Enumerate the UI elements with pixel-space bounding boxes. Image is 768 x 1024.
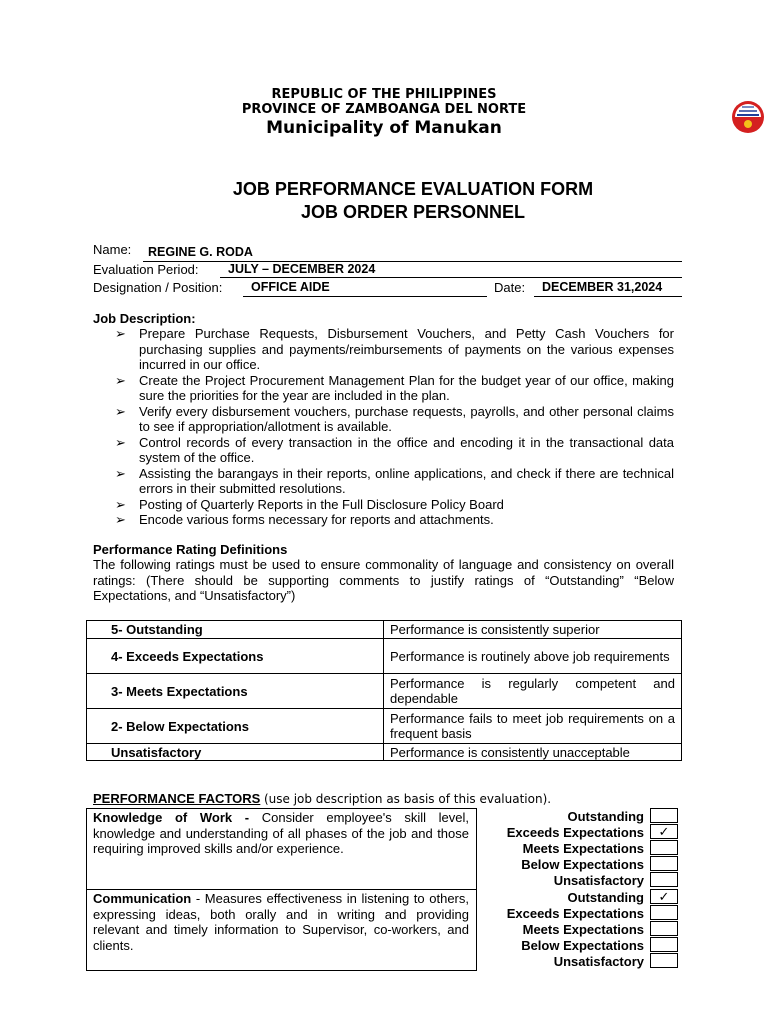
arrow-bullet-icon: ➢ — [115, 434, 126, 450]
arrow-bullet-icon: ➢ — [115, 512, 126, 527]
factor-communication-text — [93, 891, 469, 953]
rating-definitions-text: The following ratings must be used to ensure commonality of language and consistency on overall ratings: (There should be supporting comments to justify ratings of “Outstanding” “Below Expectations, and “Unsatisfactory”) — [93, 557, 674, 603]
job-description-item: ➢ Posting of Quarterly Reports in the Full Disclosure Policy Board — [115, 496, 504, 512]
factor-name: Communication — [93, 891, 192, 906]
factor-knowledge-text — [93, 810, 469, 857]
form-subtitle: JOB ORDER PERSONNEL — [300, 202, 526, 222]
arrow-bullet-icon: ➢ — [115, 403, 126, 419]
option-label: Below Expectations — [521, 857, 644, 872]
performance-factors-title: PERFORMANCE FACTORS (use job description as basis of this evaluation). — [93, 791, 552, 806]
municipal-seal-logo — [731, 100, 765, 134]
rating-definitions-title: Performance Rating Definitions — [93, 542, 288, 557]
designation-value: OFFICE AIDE — [251, 280, 330, 294]
arrow-bullet-icon: ➢ — [115, 496, 126, 512]
checkbox-unsatisfactory[interactable] — [650, 872, 678, 887]
checkbox-meets[interactable] — [650, 921, 678, 936]
checkbox-unsatisfactory[interactable] — [650, 953, 678, 968]
factor-communication-box — [86, 889, 477, 971]
checkbox-outstanding[interactable] — [650, 808, 678, 823]
checkbox-meets[interactable] — [650, 840, 678, 855]
date-label: Date: — [494, 280, 526, 295]
job-description-item: ➢ Encode various forms necessary for reports and attachments. — [115, 512, 494, 527]
factor-knowledge-box — [86, 808, 477, 890]
designation-label: Designation / Position: — [93, 280, 223, 295]
option-label: Outstanding — [567, 890, 644, 905]
checkbox-exceeds[interactable] — [650, 824, 678, 839]
option-label: Meets Expectations — [522, 922, 644, 937]
header-province: PROVINCE OF ZAMBOANGA DEL NORTE — [241, 102, 527, 117]
job-description-item: ➢ Verify every disbursement vouchers, purchase requests, payrolls, and other personal claims to see if appropriation/allotment is available. — [115, 403, 674, 434]
job-description-item: ➢ Assisting the barangays in their reports, online applications, and check if there are technical errors in their submitted resolutions. — [115, 465, 674, 496]
option-label: Exceeds Expectations — [506, 825, 644, 840]
arrow-bullet-icon: ➢ — [115, 465, 126, 481]
rating-label: 3- Meets Expectations — [87, 674, 384, 709]
period-label: Evaluation Period: — [93, 262, 199, 277]
checkbox-exceeds[interactable] — [650, 905, 678, 920]
option-label: Unsatisfactory — [553, 954, 644, 969]
rating-label: 5- Outstanding — [87, 621, 384, 639]
option-label: Below Expectations — [521, 938, 644, 953]
arrow-bullet-icon: ➢ — [115, 326, 126, 341]
form-title: JOB PERFORMANCE EVALUATION FORM — [232, 179, 594, 199]
name-field — [143, 246, 682, 262]
rating-label: 4- Exceeds Expectations — [87, 639, 384, 674]
factor-name: Knowledge of Work - — [93, 810, 250, 825]
job-description-item: ➢ Prepare Purchase Requests, Disbursement Vouchers, and Petty Cash Vouchers for purchasing supplies and payments/reimbursements of payments on the various expenses incurred in our office. — [115, 326, 674, 372]
rating-label: Unsatisfactory — [87, 744, 384, 761]
factor-communication-options — [476, 889, 680, 970]
rating-row — [87, 709, 682, 744]
designation-field — [243, 280, 487, 297]
factor-description: - Measures effectiveness in listening to others, expressing ideas, both orally and in writing and providing relevant and timely information to Supervisor, co-workers, and clients. — [93, 891, 469, 953]
option-label: Meets Expectations — [522, 841, 644, 856]
check-mark-icon: ✓ — [658, 889, 670, 904]
factor-description: Consider employee's skill level, knowledge and understanding of all phases of the job and those requiring improved skills and/or experience. — [93, 810, 469, 856]
option-label: Outstanding — [567, 809, 644, 824]
factor-knowledge-options — [476, 808, 680, 889]
rating-row — [87, 621, 682, 639]
checkbox-below[interactable] — [650, 856, 678, 871]
rating-description: Performance fails to meet job requirements on a frequent basis — [384, 709, 682, 744]
rating-row — [87, 674, 682, 709]
period-field — [220, 263, 682, 278]
job-description-title: Job Description: — [93, 311, 196, 326]
rating-description: Performance is regularly competent and dependable — [384, 674, 682, 709]
option-label: Unsatisfactory — [553, 873, 644, 888]
job-description-item: ➢ Control records of every transaction in the office and encoding it in the transactional data system of the office. — [115, 434, 674, 465]
date-value: DECEMBER 31,2024 — [542, 280, 663, 294]
rating-label: 2- Below Expectations — [87, 709, 384, 744]
check-mark-icon: ✓ — [658, 824, 670, 839]
date-field — [534, 280, 682, 297]
checkbox-below[interactable] — [650, 937, 678, 952]
rating-row — [87, 639, 682, 674]
option-label: Exceeds Expectations — [506, 906, 644, 921]
rating-description: Performance is consistently unacceptable — [384, 744, 682, 761]
arrow-bullet-icon: ➢ — [115, 372, 126, 388]
rating-description: Performance is routinely above job requirements — [384, 639, 682, 674]
name-value: REGINE G. RODA — [148, 245, 253, 259]
checkbox-outstanding[interactable] — [650, 889, 678, 904]
rating-row — [87, 744, 682, 761]
name-label: Name: — [93, 242, 132, 257]
rating-description: Performance is consistently superior — [384, 621, 682, 639]
rating-definitions-table — [86, 620, 682, 761]
header-republic: REPUBLIC OF THE PHILIPPINES — [271, 87, 497, 102]
period-value: JULY – DECEMBER 2024 — [228, 262, 376, 276]
header-municipality: Municipality of Manukan — [266, 118, 502, 138]
job-description-item: ➢ Create the Project Procurement Management Plan for the budget year of our office, making sure the priorities for the year are included in the plan. — [115, 372, 674, 403]
job-description-list — [93, 326, 674, 528]
